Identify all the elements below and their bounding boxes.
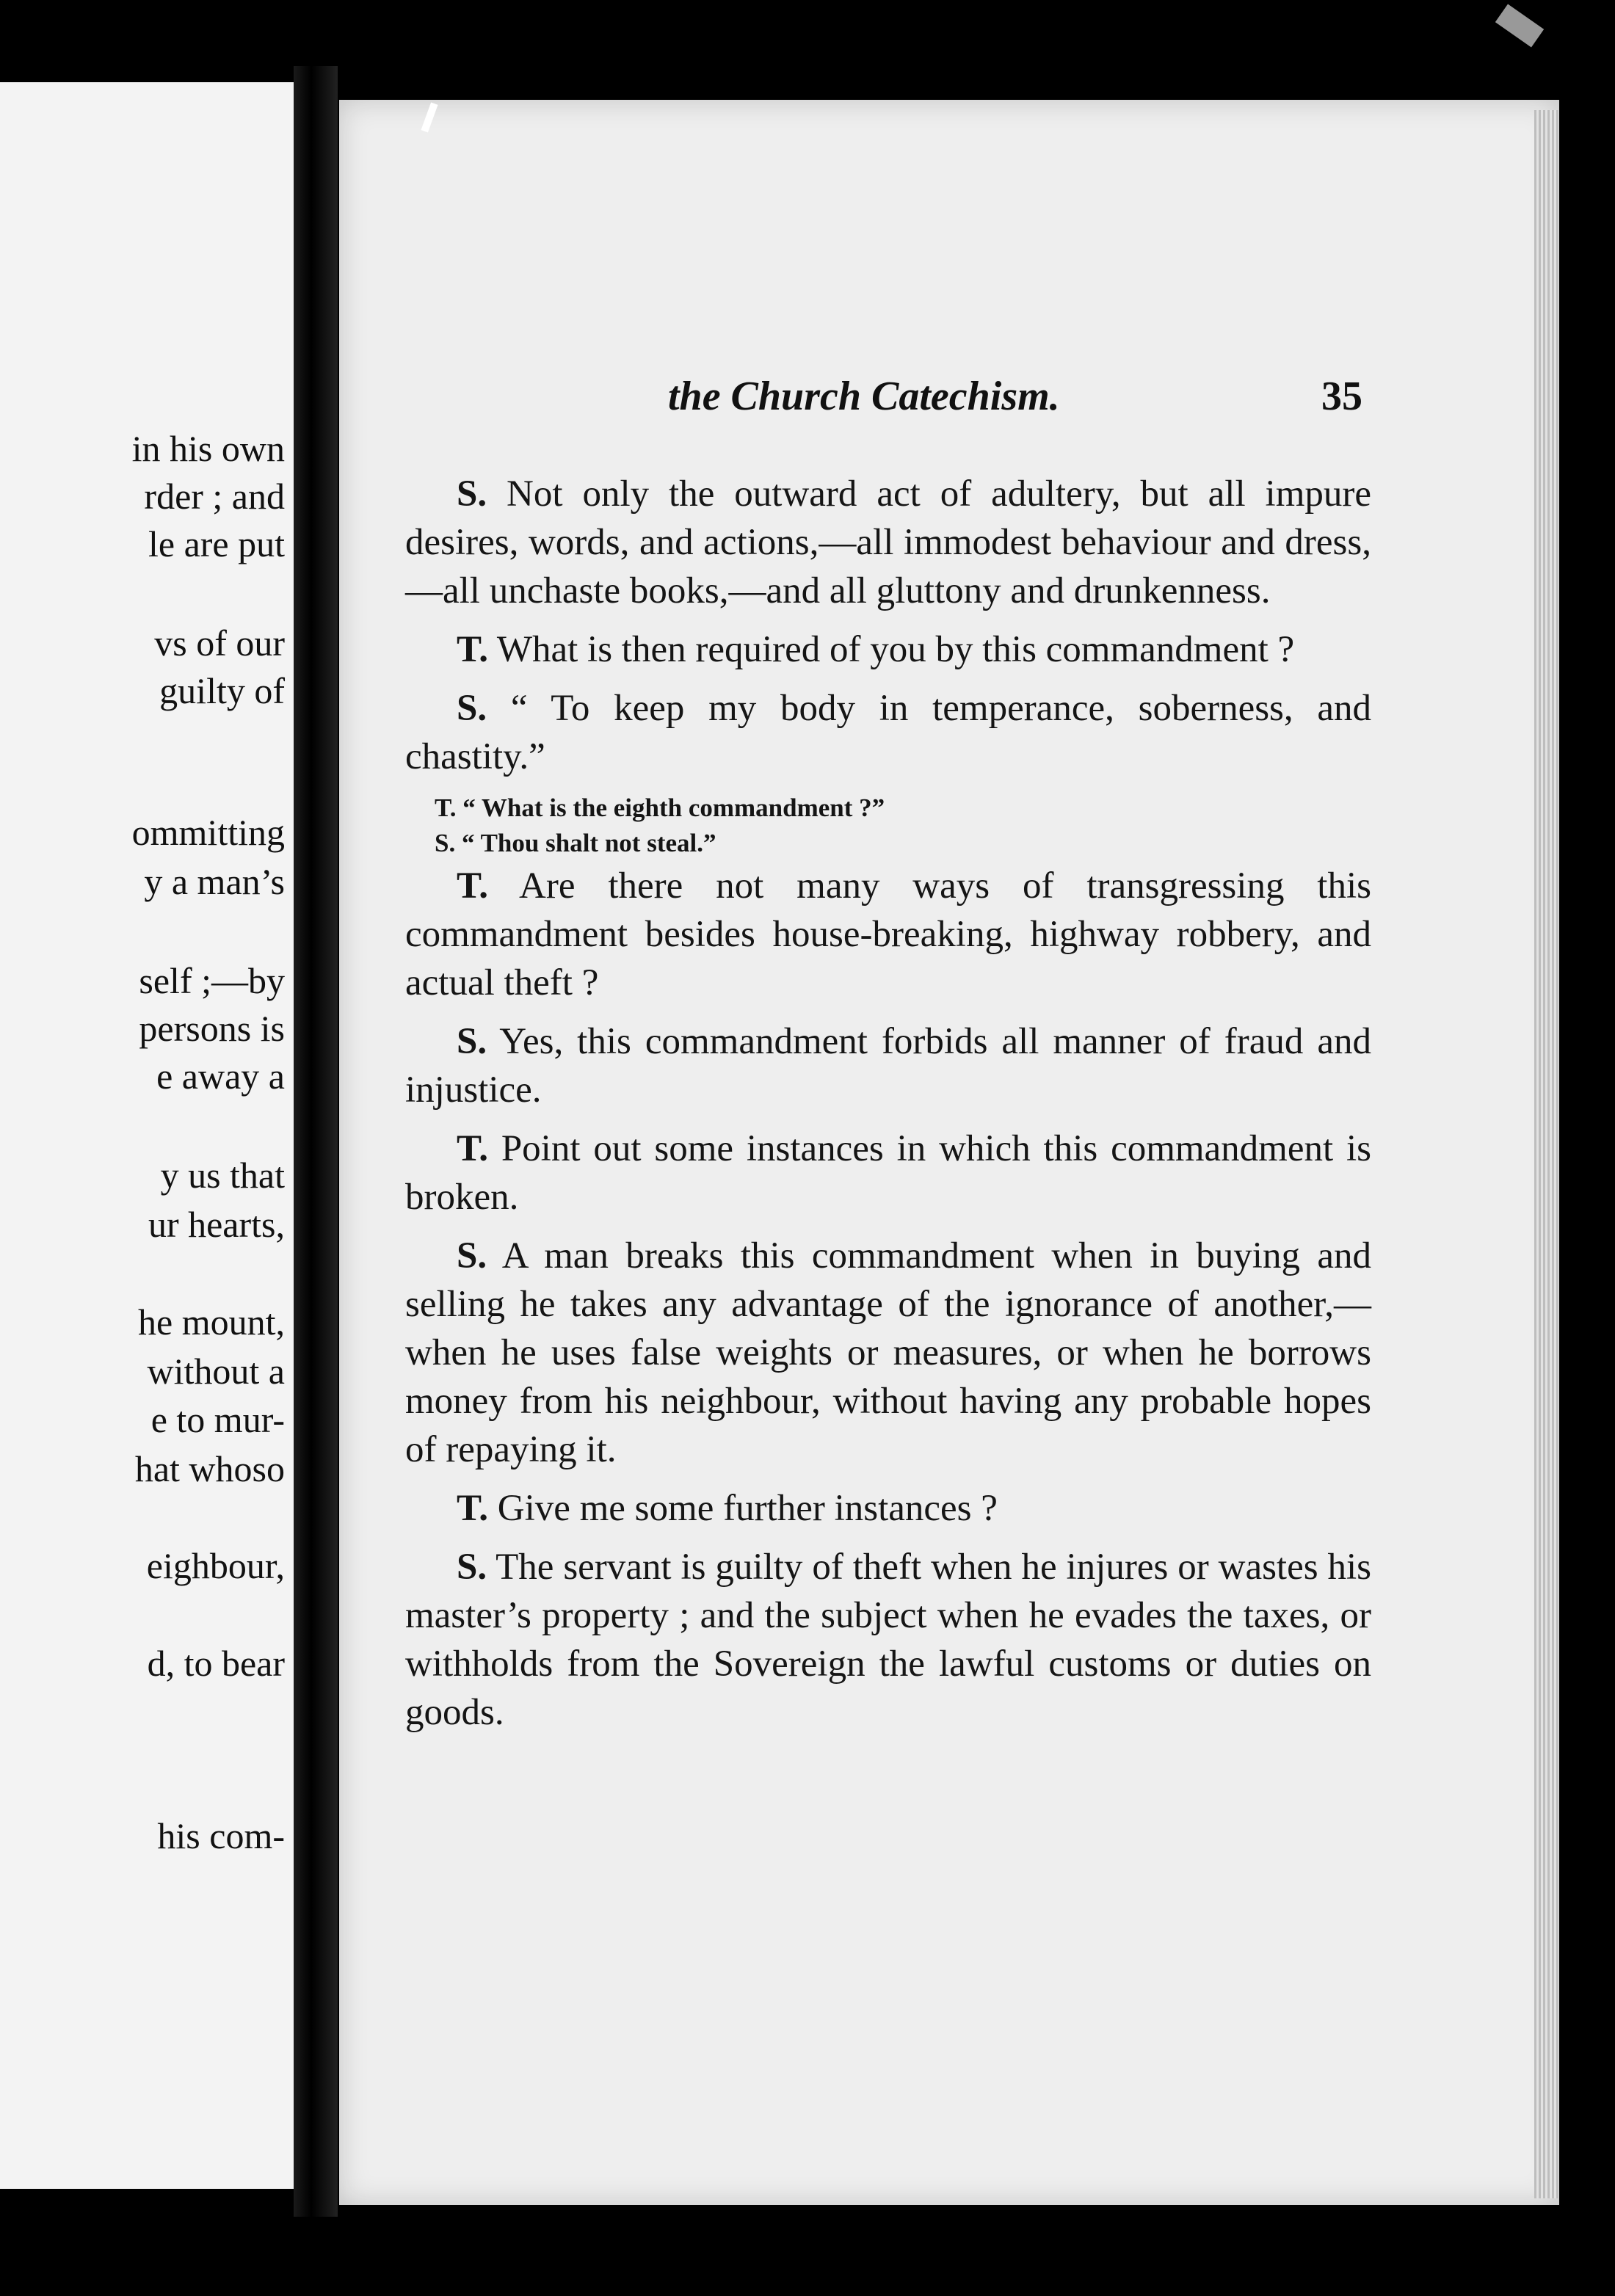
speck-mark xyxy=(1495,4,1544,48)
left-page xyxy=(0,82,294,2189)
paragraph-small xyxy=(405,827,1371,860)
left-page-line: y a man’s xyxy=(144,861,285,902)
paragraph xyxy=(405,1125,1371,1221)
left-page-line: eighbour, xyxy=(146,1545,285,1586)
paragraph-text: “ Thou shalt not steal.” xyxy=(461,829,716,857)
speaker-label: T. xyxy=(457,865,488,907)
left-page-line: ur hearts, xyxy=(148,1204,285,1245)
speaker-label: S. xyxy=(457,1547,487,1588)
speaker-label: S. xyxy=(457,473,487,515)
speaker-label: S. xyxy=(457,688,487,729)
paragraph-text: What is then required of you by this commandment ? xyxy=(496,629,1295,670)
paragraph-text: “ To keep my body in temperance, soberness, and chastity.” xyxy=(405,688,1372,777)
speaker-label: T. xyxy=(435,793,457,822)
speaker-label: S. xyxy=(457,1021,487,1062)
catechism-text xyxy=(405,470,1371,1747)
left-page-line: he mount, xyxy=(138,1301,285,1343)
left-page-line: in his own xyxy=(131,428,285,469)
speaker-label: S. xyxy=(457,1235,487,1276)
page-edge xyxy=(1534,110,1559,2198)
speaker-label: T. xyxy=(457,1128,488,1169)
speaker-label: T. xyxy=(457,1488,488,1529)
left-page-line: y us that xyxy=(160,1155,285,1196)
left-page-line: persons is xyxy=(139,1008,285,1049)
paragraph-text: A man breaks this commandment when in buying and selling he takes any advantage of the ignorance of another,—when he uses false weights or measures, or when he borrows money from his neighbour, without having any probable hopes of repaying it. xyxy=(405,1235,1372,1470)
paragraph-text: Yes, this commandment forbids all manner of fraud and injustice. xyxy=(405,1021,1372,1111)
left-page-line: rder ; and xyxy=(144,476,285,517)
paragraph xyxy=(405,862,1371,1007)
paragraph-text: The servant is guilty of theft when he injures or wastes his master’s property ; and the subject when he evades the taxes, or withholds from the Sovereign the lawful customs or duties on goods. xyxy=(405,1547,1371,1733)
left-page-line: le are put xyxy=(148,523,285,564)
left-page-line: guilty of xyxy=(159,670,285,711)
running-head: the Church Catechism. xyxy=(668,374,1060,419)
left-page-line: hat whoso xyxy=(134,1448,285,1489)
paragraph xyxy=(405,1017,1371,1114)
left-page-line: his com- xyxy=(157,1815,285,1856)
left-page-line: ommitting xyxy=(131,812,285,853)
paragraph-text: “ What is the eighth commandment ?” xyxy=(462,793,885,822)
speaker-label: S. xyxy=(435,829,456,857)
left-page-line: e to mur- xyxy=(150,1399,285,1440)
page-number: 35 xyxy=(1321,374,1362,419)
paragraph-text: Point out some instances in which this commandment is broken. xyxy=(405,1128,1371,1218)
paragraph xyxy=(405,625,1371,674)
left-page-line: e away a xyxy=(156,1056,285,1097)
paragraph-text: Are there not many ways of transgressing this commandment besides house-breaking, highway robbery, and actual theft ? xyxy=(405,865,1371,1003)
paragraph xyxy=(405,1232,1371,1474)
paragraph-text: Give me some further instances ? xyxy=(497,1488,998,1529)
speaker-label: T. xyxy=(457,629,488,670)
paragraph xyxy=(405,470,1371,615)
left-page-line: without a xyxy=(147,1351,285,1392)
paragraph-small xyxy=(405,791,1371,825)
paragraph xyxy=(405,1543,1371,1737)
paragraph xyxy=(405,684,1371,781)
left-page-line: vs of our xyxy=(154,622,285,664)
left-page-line: d, to bear xyxy=(147,1643,285,1684)
paragraph xyxy=(405,1484,1371,1533)
paragraph-text: Not only the outward act of adultery, but all impure desires, words, and actions,—all immodest behaviour and dress,—all unchaste books,—and all gluttony and drunkenness. xyxy=(405,473,1371,611)
book-gutter xyxy=(294,66,338,2217)
left-page-line: self ;—by xyxy=(139,960,285,1001)
